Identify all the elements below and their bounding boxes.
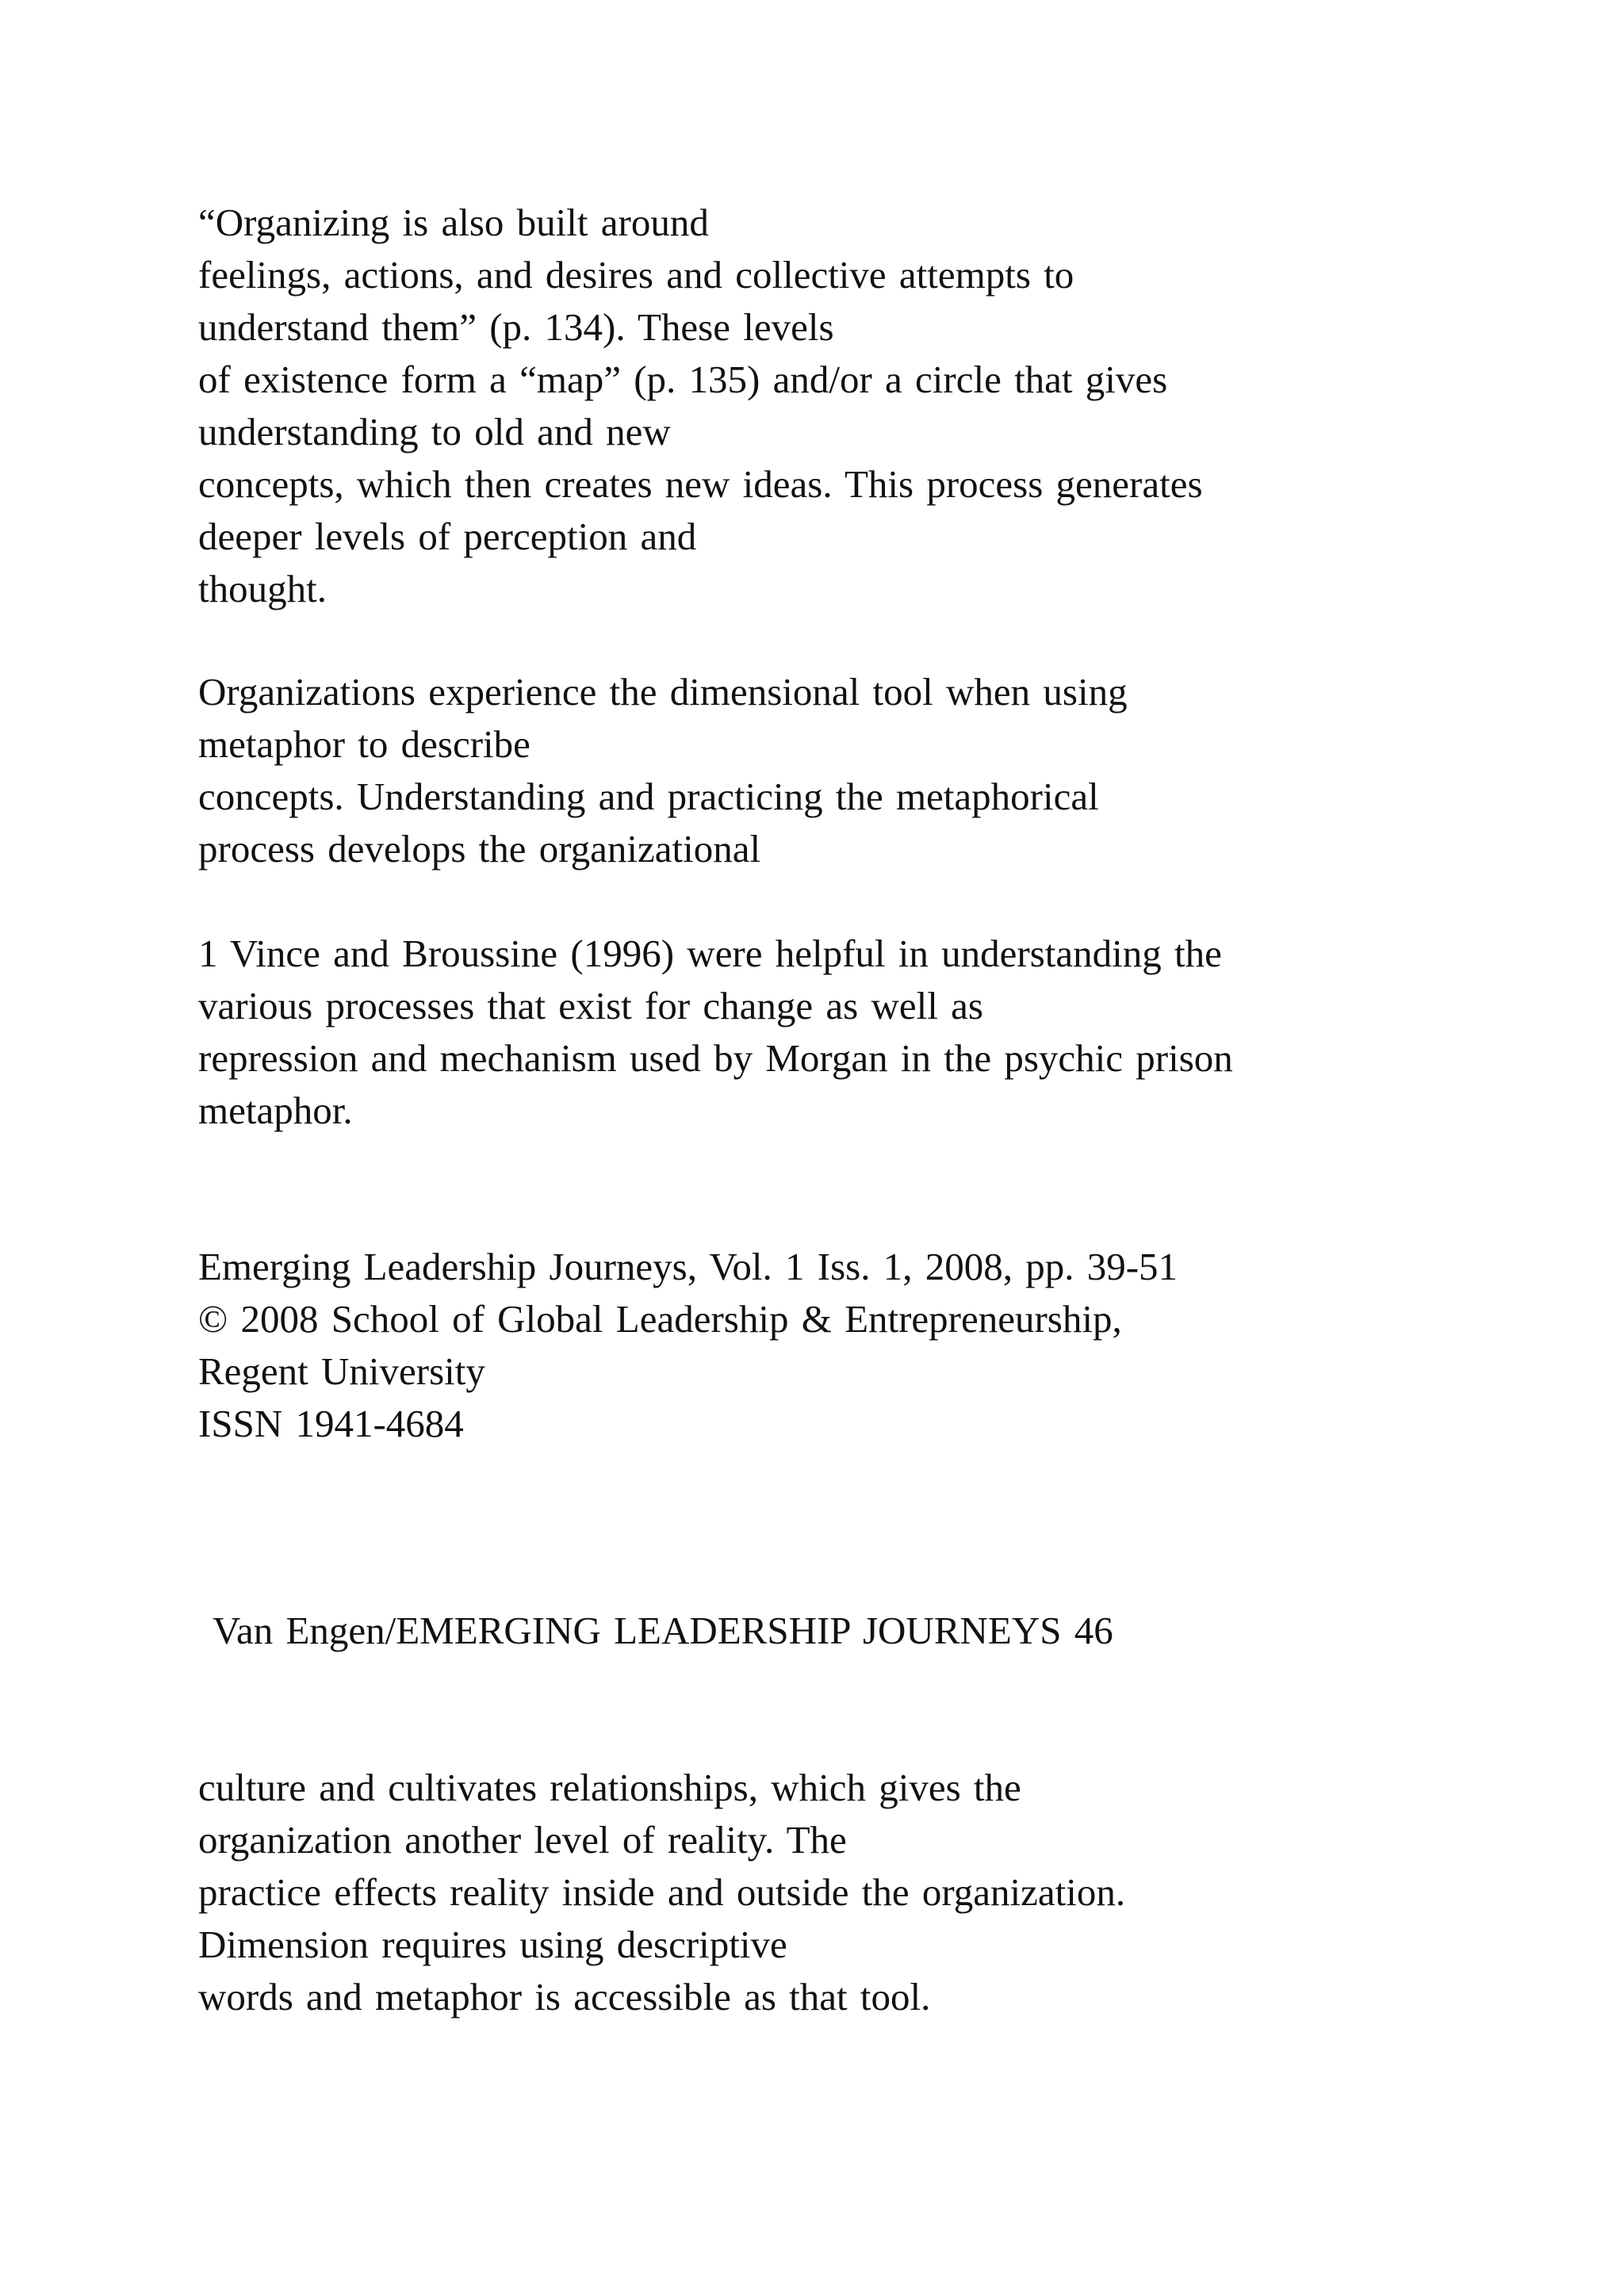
body-paragraph-organizing [198, 197, 1546, 615]
text-line: Dimension requires using descriptive [198, 1923, 787, 1966]
journal-citation-line: Emerging Leadership Journeys, Vol. 1 Iss. 1, 2008, pp. 39-51 [198, 1245, 1178, 1288]
footnote-line: repression and mechanism used by Morgan in the psychic prison [198, 1036, 1233, 1080]
running-header-text: Van Engen/EMERGING LEADERSHIP JOURNEYS 46 [213, 1609, 1113, 1652]
text-line: understand them” (p. 134). These levels [198, 305, 834, 349]
running-header [213, 1605, 1561, 1657]
text-line: concepts. Understanding and practicing the metaphorical [198, 775, 1099, 818]
copyright-line: © 2008 School of Global Leadership & Entrepreneurship, [198, 1297, 1122, 1341]
footnote-line: various processes that exist for change as well as [198, 984, 983, 1027]
footnote-line: metaphor. [198, 1089, 353, 1132]
text-line: organization another level of reality. The [198, 1818, 847, 1862]
text-line: thought. [198, 567, 327, 610]
body-paragraph-organizations [198, 666, 1546, 875]
text-line: practice effects reality inside and outside the organization. [198, 1870, 1126, 1914]
body-paragraph-culture [198, 1762, 1546, 2023]
journal-citation [198, 1241, 1546, 1450]
text-line: culture and cultivates relationships, which gives the [198, 1766, 1021, 1809]
footnote [198, 928, 1546, 1137]
text-line: of existence form a “map” (p. 135) and/or a circle that gives [198, 358, 1168, 401]
text-line: Organizations experience the dimensional tool when using [198, 670, 1128, 714]
institution-line: Regent University [198, 1349, 485, 1393]
text-line: deeper levels of perception and [198, 515, 697, 558]
issn-line: ISSN 1941-4684 [198, 1402, 464, 1445]
footnote-line: 1 Vince and Broussine (1996) were helpful in understanding the [198, 932, 1222, 975]
text-line: metaphor to describe [198, 722, 530, 766]
text-line: “Organizing is also built around [198, 201, 709, 244]
text-line: concepts, which then creates new ideas. This process generates [198, 462, 1203, 506]
text-line: process develops the organizational [198, 827, 761, 871]
text-line: understanding to old and new [198, 410, 671, 453]
text-line: feelings, actions, and desires and collective attempts to [198, 253, 1074, 297]
text-line: words and metaphor is accessible as that tool. [198, 1975, 931, 2019]
